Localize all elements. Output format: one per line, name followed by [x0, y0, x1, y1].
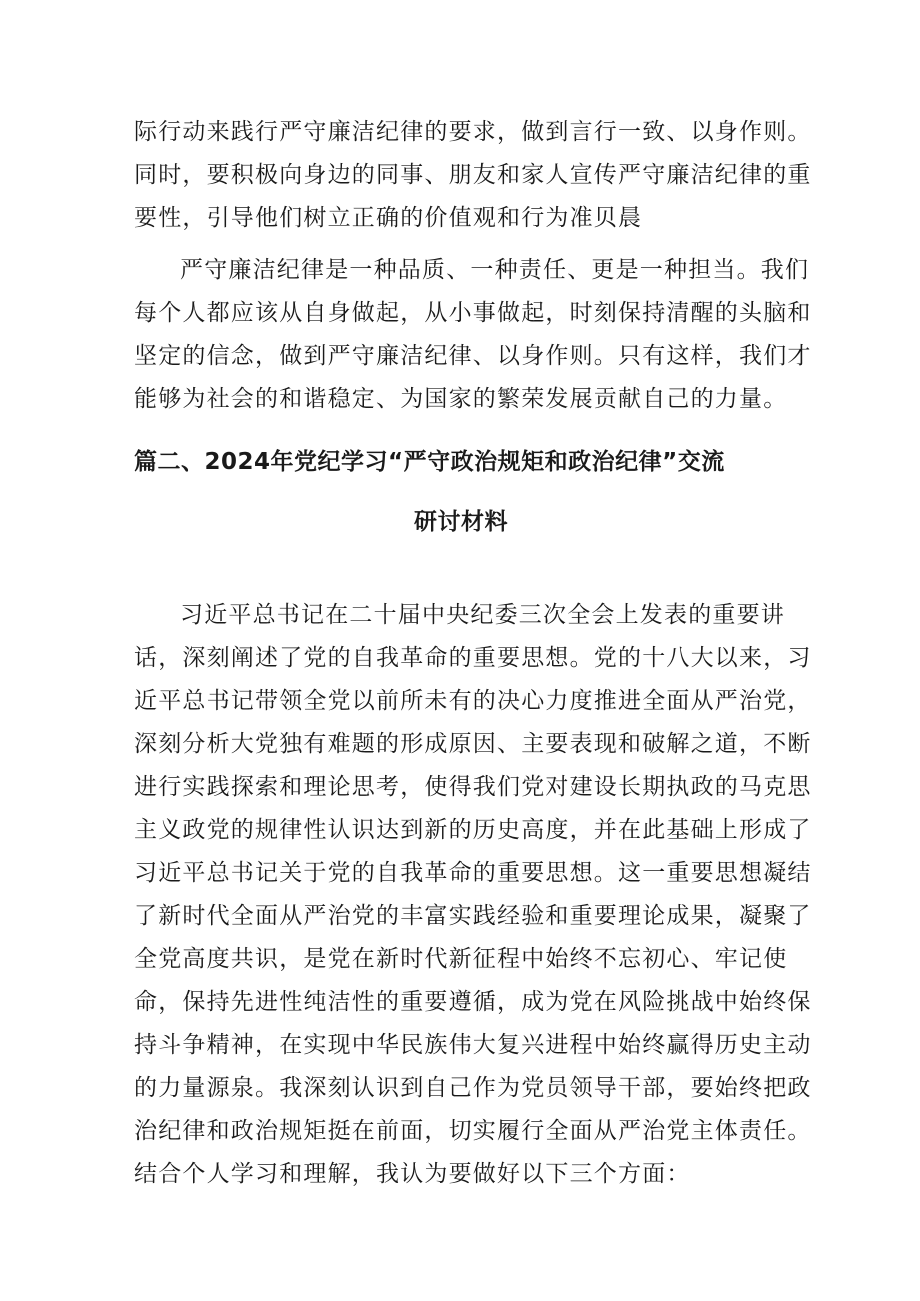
paragraph-line: 每个人都应该从自身做起，从小事做起，时刻保持清醒的头脑和: [134, 300, 812, 326]
section-title-continued: 研讨材料: [414, 509, 508, 535]
paragraph-line: 际行动来践行严守廉洁纪律的要求，做到言行一致、以身作则。: [134, 119, 812, 145]
paragraph-line: 治纪律和政治规矩挺在前面，切实履行全面从严治党主体责任。: [134, 1118, 812, 1144]
paragraph-line: 持斗争精神，在实现中华民族伟大复兴进程中始终赢得历史主动: [134, 1032, 812, 1058]
paragraph-line: 了新时代全面从严治党的丰富实践经验和重要理论成果，凝聚了: [134, 903, 812, 929]
paragraph-line: 进行实践探索和理论思考，使得我们党对建设长期执政的马克思: [134, 774, 812, 800]
paragraph-line: 要性，引导他们树立正确的价值观和行为准贝晨: [134, 205, 643, 231]
paragraph-line: 的力量源泉。我深刻认识到自己作为党员领导干部，要始终把政: [134, 1075, 812, 1101]
paragraph-line: 习近平总书记在二十届中央纪委三次全会上发表的重要讲: [180, 602, 785, 628]
paragraph-line: 能够为社会的和谐稳定、为国家的繁荣发展贡献自己的力量。: [134, 386, 788, 412]
paragraph-line: 命，保持先进性纯洁性的重要遵循，成为党在风险挑战中始终保: [134, 989, 812, 1015]
paragraph-line: 话，深刻阐述了党的自我革命的重要思想。党的十八大以来，习: [134, 645, 812, 671]
section-title: 篇二、2024年党纪学习“严守政治规矩和政治纪律”交流: [134, 449, 725, 475]
paragraph-line: 坚定的信念，做到严守廉洁纪律、以身作则。只有这样，我们才: [134, 343, 812, 369]
paragraph-line: 深刻分析大党独有难题的形成原因、主要表现和破解之道，不断: [134, 731, 812, 757]
paragraph-line: 近平总书记带领全党以前所未有的决心力度推进全面从严治党，: [134, 688, 812, 714]
paragraph-line: 严守廉洁纪律是一种品质、一种责任、更是一种担当。我们: [180, 257, 810, 283]
paragraph-line: 同时，要积极向身边的同事、朋友和家人宣传严守廉洁纪律的重: [134, 162, 812, 188]
paragraph-line: 结合个人学习和理解，我认为要做好以下三个方面：: [134, 1161, 691, 1187]
paragraph-line: 主义政党的规律性认识达到新的历史高度，并在此基础上形成了: [134, 817, 812, 843]
paragraph-line: 习近平总书记关于党的自我革命的重要思想。这一重要思想凝结: [134, 860, 812, 886]
paragraph-line: 全党高度共识，是党在新时代新征程中始终不忘初心、牢记使: [134, 946, 788, 972]
